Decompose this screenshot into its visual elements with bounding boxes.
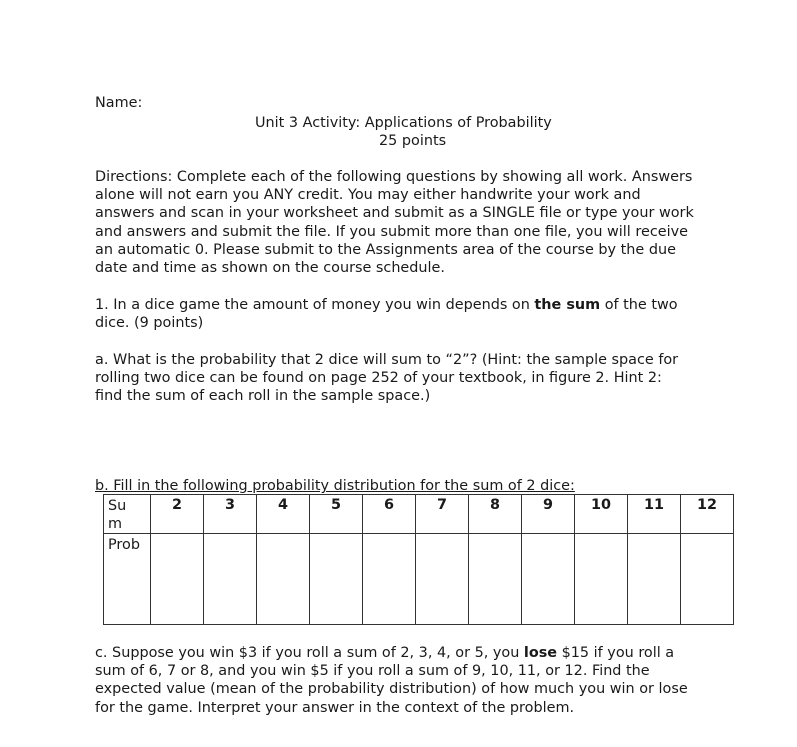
probability-distribution-table bbox=[103, 494, 734, 625]
directions-line: alone will not earn you ANY credit. You may either handwrite your work and bbox=[95, 187, 641, 204]
question-1-text: of the two bbox=[600, 297, 678, 313]
sum-cell: 6 bbox=[363, 495, 416, 534]
sum-cell: 12 bbox=[681, 495, 734, 534]
question-1b: b. Fill in the following probability distribution for the sum of 2 dice: bbox=[95, 478, 575, 494]
sum-cell: 11 bbox=[628, 495, 681, 534]
sum-cell: 8 bbox=[469, 495, 522, 534]
prob-cell[interactable] bbox=[204, 534, 257, 625]
question-1a bbox=[95, 351, 678, 406]
question-1c-bold: lose bbox=[523, 645, 558, 661]
question-1a-line: find the sum of each roll in the sample space.) bbox=[95, 388, 431, 405]
directions-line: Directions: Complete each of the following questions by showing all work. Answers bbox=[95, 169, 693, 185]
prob-row-label: Prob bbox=[104, 534, 151, 625]
sum-cell: 3 bbox=[204, 495, 257, 534]
prob-cell[interactable] bbox=[416, 534, 469, 625]
sum-cell: 5 bbox=[310, 495, 363, 534]
sum-label-top: Su bbox=[108, 498, 127, 514]
question-1-line: dice. (9 points) bbox=[95, 315, 204, 332]
sum-cell: 2 bbox=[151, 495, 204, 534]
question-1a-line: a. What is the probability that 2 dice will sum to “2”? (Hint: the sample space for bbox=[95, 352, 679, 368]
directions-paragraph bbox=[95, 168, 694, 277]
sum-cell: 7 bbox=[416, 495, 469, 534]
prob-cell[interactable] bbox=[681, 534, 734, 625]
prob-cell[interactable] bbox=[575, 534, 628, 625]
prob-cell[interactable] bbox=[363, 534, 416, 625]
sum-cell: 10 bbox=[575, 495, 628, 534]
sum-cell: 9 bbox=[522, 495, 575, 534]
question-1a-line: rolling two dice can be found on page 252 of your textbook, in figure 2. Hint 2: bbox=[95, 370, 662, 387]
question-1c-line bbox=[95, 644, 688, 662]
prob-cell[interactable] bbox=[469, 534, 522, 625]
sum-row-label bbox=[104, 495, 151, 534]
question-1c bbox=[95, 644, 688, 717]
question-1c-line: sum of 6, 7 or 8, and you win $5 if you roll a sum of 9, 10, 11, or 12. Find the bbox=[95, 663, 650, 680]
question-1 bbox=[95, 296, 678, 332]
sum-cell: 4 bbox=[257, 495, 310, 534]
sum-label-bottom: m bbox=[108, 516, 123, 532]
prob-row bbox=[104, 534, 734, 625]
points-label: 25 points bbox=[379, 133, 447, 149]
question-1c-text: $15 if you roll a bbox=[557, 645, 675, 661]
question-1c-line: expected value (mean of the probability distribution) of how much you win or lose bbox=[95, 681, 688, 698]
prob-cell[interactable] bbox=[257, 534, 310, 625]
prob-cell[interactable] bbox=[151, 534, 204, 625]
prob-cell[interactable] bbox=[310, 534, 363, 625]
question-1-line bbox=[95, 296, 678, 314]
directions-line: answers and scan in your worksheet and submit as a SINGLE file or type your work bbox=[95, 205, 694, 222]
question-1c-text: c. Suppose you win $3 if you roll a sum of 2, 3, 4, or 5, you bbox=[95, 645, 524, 661]
sum-row bbox=[104, 495, 734, 534]
question-1-bold: the sum bbox=[534, 297, 601, 313]
directions-line: and answers and submit the file. If you submit more than one file, you will receive bbox=[95, 223, 688, 240]
directions-line: an automatic 0. Please submit to the Assignments area of the course by the due bbox=[95, 241, 676, 258]
page-title: Unit 3 Activity: Applications of Probability bbox=[255, 115, 552, 131]
question-1-text: 1. In a dice game the amount of money you win depends on bbox=[95, 297, 535, 313]
question-1c-line: for the game. Interpret your answer in the context of the problem. bbox=[95, 699, 575, 716]
name-label: Name: bbox=[95, 95, 143, 111]
prob-cell[interactable] bbox=[628, 534, 681, 625]
directions-line: date and time as shown on the course schedule. bbox=[95, 260, 445, 277]
prob-cell[interactable] bbox=[522, 534, 575, 625]
